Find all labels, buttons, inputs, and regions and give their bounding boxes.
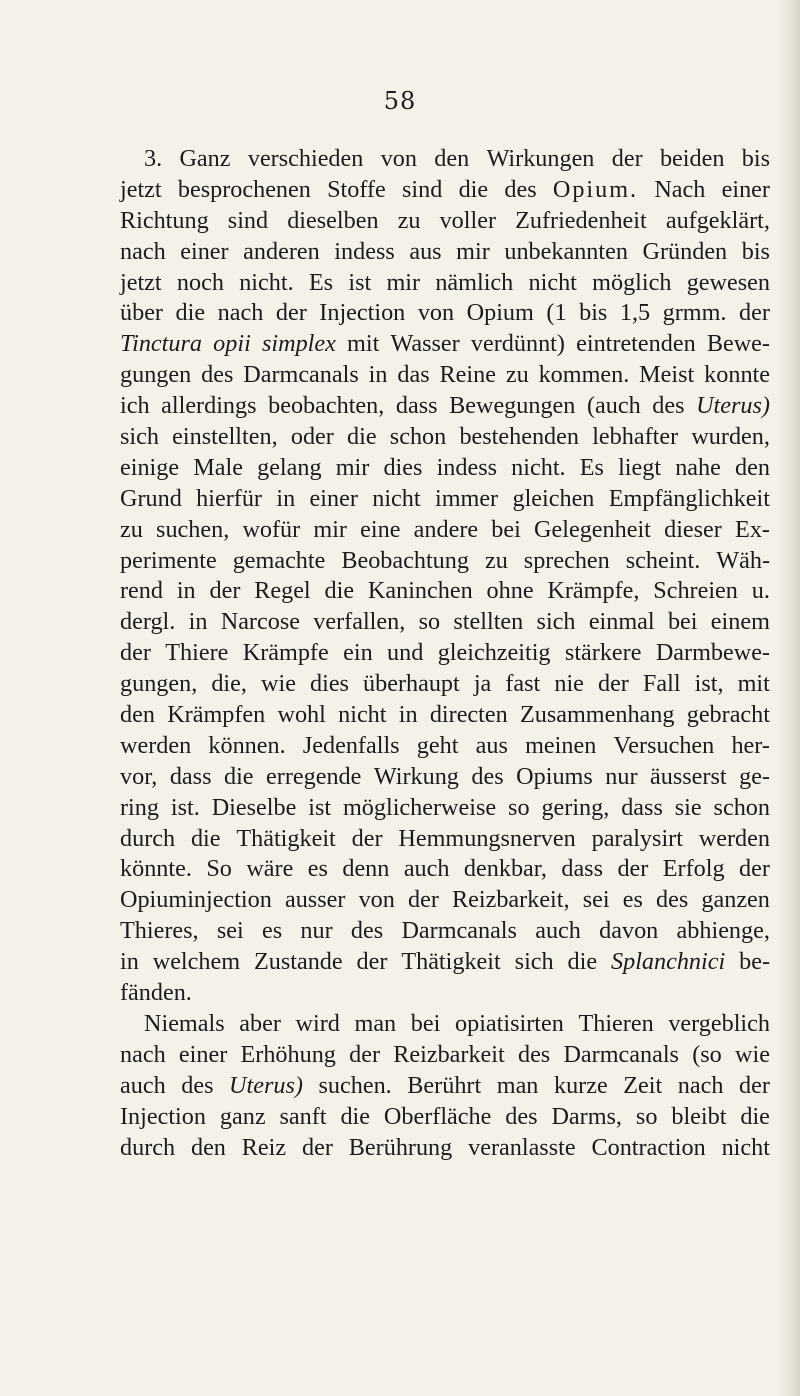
text-line: in welchem Zustande der Thätigkeit sich die Splanchnici be- <box>120 948 770 976</box>
text-line: ich allerdings beobachten, dass Bewegungen (auch des Uterus) <box>120 392 770 420</box>
text-line: perimente gemachte Beobachtung zu sprechen scheint. Wäh- <box>120 546 770 574</box>
text-line: könnte. So wäre es denn auch denkbar, dass der Erfolg der <box>120 855 770 883</box>
text-line: dergl. in Narcose verfallen, so stellten sich einmal bei einem <box>120 608 770 636</box>
text-line: den Krämpfen wohl nicht in directen Zusammenhang gebracht <box>120 701 770 729</box>
text-line: fänden. <box>120 979 192 1007</box>
text-line: Niemals aber wird man bei opiatisirten Thieren vergeblich <box>144 1009 770 1037</box>
text-line: einige Male gelang mir dies indess nicht. Es liegt nahe den <box>120 453 770 481</box>
text-line: nach einer anderen indess aus mir unbekannten Gründen bis <box>120 237 770 265</box>
text-line: sich einstellten, oder die schon bestehenden lebhafter wurden, <box>120 423 770 451</box>
text-line: Injection ganz sanft die Oberfläche des Darms, so bleibt die <box>120 1102 770 1130</box>
text-line: der Thiere Krämpfe ein und gleichzeitig stärkere Darmbewe- <box>120 639 770 667</box>
text-line: jetzt noch nicht. Es ist mir nämlich nicht möglich gewesen <box>120 268 770 296</box>
text-line: nach einer Erhöhung der Reizbarkeit des Darmcanals (so wie <box>120 1040 770 1068</box>
text-line: rend in der Regel die Kaninchen ohne Krämpfe, Schreien u. <box>120 577 770 605</box>
text-line: durch den Reiz der Berührung veranlasste Contraction nicht <box>120 1133 770 1161</box>
text-line: Tinctura opii simplex mit Wasser verdünnt) eintretenden Bewe- <box>120 330 770 358</box>
text-line: 3. Ganz verschieden von den Wirkungen der beiden bis <box>144 145 770 172</box>
text-line: vor, dass die erregende Wirkung des Opiums nur äusserst ge- <box>120 762 770 790</box>
page-number: 58 <box>383 87 417 115</box>
text-line: gungen, die, wie dies überhaupt ja fast nie der Fall ist, mit <box>120 670 770 698</box>
text-line: durch die Thätigkeit der Hemmungsnerven paralysirt werden <box>120 824 770 852</box>
text-line: ring ist. Dieselbe ist möglicherweise so gering, dass sie schon <box>120 793 770 821</box>
text-line: Grund hierfür in einer nicht immer gleichen Empfänglichkeit <box>120 484 770 512</box>
text-line: werden können. Jedenfalls geht aus meinen Versuchen her- <box>120 731 770 759</box>
text-line: auch des Uterus) suchen. Berührt man kurze Zeit nach der <box>120 1071 770 1099</box>
text-line: Richtung sind dieselben zu voller Zufriedenheit aufgeklärt, <box>120 206 770 234</box>
text-line: über die nach der Injection von Opium (1 bis 1,5 grmm. der <box>120 299 770 327</box>
text-line: gungen des Darmcanals in das Reine zu kommen. Meist konnte <box>120 361 770 389</box>
text-line: jetzt besprochenen Stoffe sind die des Opium. Nach einer <box>120 175 770 203</box>
text-line: Opiuminjection ausser von der Reizbarkeit, sei es des ganzen <box>120 886 770 914</box>
text-line: Thieres, sei es nur des Darmcanals auch davon abhienge, <box>120 917 770 945</box>
text-line: zu suchen, wofür mir eine andere bei Gelegenheit dieser Ex- <box>120 515 770 543</box>
body-text <box>120 144 770 1163</box>
page-edge-shadow <box>778 0 800 1396</box>
